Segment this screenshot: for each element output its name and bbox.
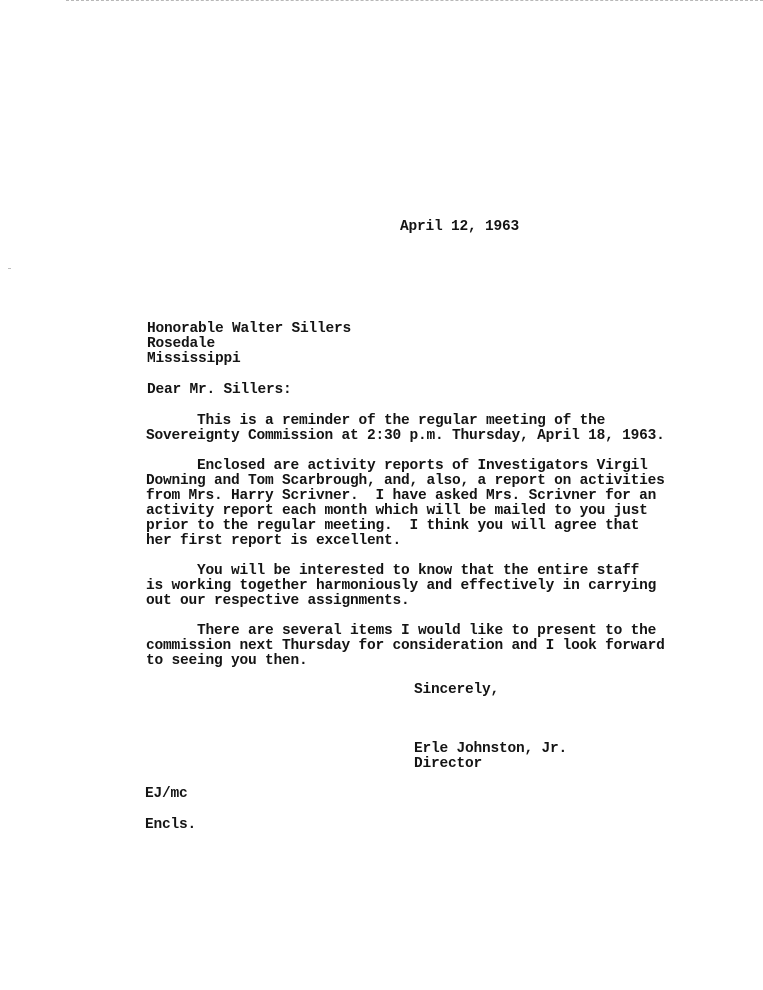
enclosure-notation: Encls. — [145, 817, 197, 833]
paragraph-line: activity report each month which will be mailed to you just — [146, 503, 648, 519]
recipient-name: Honorable Walter Sillers — [147, 321, 352, 337]
paragraph-line: There are several items I would like to present to the — [146, 623, 657, 639]
paragraph-line: from Mrs. Harry Scrivner. I have asked Mrs. Scrivner for an — [146, 488, 657, 504]
paragraph-line: This is a reminder of the regular meeting of the — [146, 413, 606, 429]
letter-date: April 12, 1963 — [400, 219, 520, 235]
paragraph-line: her first report is excellent. — [146, 533, 402, 549]
reference-initials: EJ/mc — [145, 786, 188, 802]
paragraph-line: Enclosed are activity reports of Investigators Virgil — [146, 458, 648, 474]
salutation: Dear Mr. Sillers: — [147, 382, 292, 398]
body-paragraph-1 — [146, 414, 665, 444]
paragraph-line: Sovereignty Commission at 2:30 p.m. Thursday, April 18, 1963. — [146, 428, 665, 444]
signer-title: Director — [414, 756, 483, 772]
body-paragraph-2 — [146, 459, 665, 549]
paragraph-line: is working together harmoniously and effectively in carrying — [146, 578, 657, 594]
scan-speck — [8, 268, 11, 269]
recipient-state: Mississippi — [147, 351, 241, 367]
paragraph-line: out our respective assignments. — [146, 593, 410, 609]
paragraph-line: to seeing you then. — [146, 653, 308, 669]
paragraph-line: prior to the regular meeting. I think you will agree that — [146, 518, 640, 534]
recipient-city: Rosedale — [147, 336, 216, 352]
paragraph-line: commission next Thursday for consideration and I look forward — [146, 638, 665, 654]
complimentary-close: Sincerely, — [414, 682, 500, 698]
signer-name: Erle Johnston, Jr. — [414, 741, 568, 757]
body-paragraph-4 — [146, 624, 665, 669]
paragraph-line: Downing and Tom Scarbrough, and, also, a report on activities — [146, 473, 665, 489]
paragraph-line: You will be interested to know that the entire staff — [146, 563, 640, 579]
top-edge-rule — [66, 0, 763, 1]
body-paragraph-3 — [146, 564, 656, 609]
